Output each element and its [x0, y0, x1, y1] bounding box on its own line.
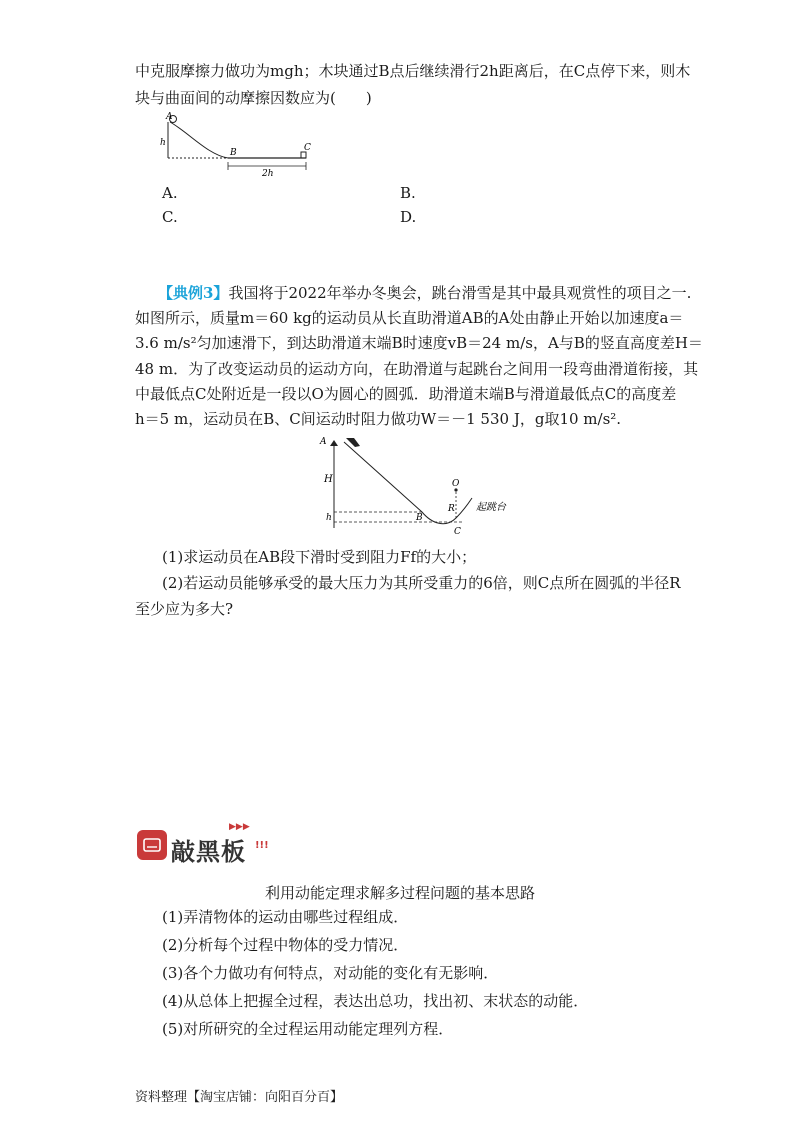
arrows-icon: ▶▶▶ — [229, 822, 250, 832]
example-line-3: 3.6 m/s²匀加速滑下，到达助滑道末端B时速度vB＝24 m/s，A与B的竖直高度差H＝ — [135, 334, 703, 352]
badge-title: 敲黑板 — [171, 838, 246, 866]
summary-step: (3)各个力做功有何特点，对动能的变化有无影响． — [162, 964, 499, 982]
label-c: C — [304, 143, 311, 153]
ski-jump-figure — [314, 432, 514, 538]
example-line-2: 如图所示，质量m＝60 kg的运动员从长直助滑道AB的A处由静止开始以加速度a＝ — [135, 309, 684, 327]
question-1: (1)求运动员在AB段下滑时受到阻力Ff的大小； — [162, 548, 477, 566]
label-c: C — [454, 527, 461, 537]
badge-exclamations: !!! — [255, 840, 269, 851]
option-d[interactable]: D. — [400, 208, 417, 226]
option-a[interactable]: A. — [162, 184, 178, 202]
label-a: A — [166, 112, 173, 122]
knock-blackboard-badge — [137, 822, 269, 866]
summary-title: 利用动能定理求解多过程问题的基本思路 — [264, 884, 535, 902]
problem-text-line: 块与曲面间的动摩擦因数应为( ) — [135, 89, 372, 107]
summary-step: (5)对所研究的全过程运用动能定理列方程． — [162, 1020, 454, 1038]
example-line-5: 中最低点C处附近是一段以O为圆心的圆弧．助滑道末端B与滑道最低点C的高度差 — [135, 385, 677, 403]
label-r: R — [448, 504, 455, 514]
question-2-line-2: 至少应为多大? — [135, 600, 234, 618]
label-h-big: H — [324, 474, 333, 485]
label-o: O — [452, 479, 460, 489]
question-2-line-1: (2)若运动员能够承受的最大压力为其所受重力的6倍，则C点所在圆弧的半径R — [162, 574, 681, 592]
summary-step: (4)从总体上把握全过程，表达出总功，找出初、末状态的动能． — [162, 992, 589, 1010]
label-a: A — [320, 437, 327, 447]
option-c[interactable]: C. — [162, 208, 178, 226]
label-b: B — [230, 148, 237, 158]
problem-text-line: 中克服摩擦力做功为mgh；木块通过B点后继续滑行2h距离后，在C点停下来，则木 — [135, 62, 691, 80]
example-line-1: 【典例3】我国将于2022年举办冬奥会，跳台滑雪是其中最具观赏性的项目之一. — [158, 284, 692, 302]
option-b[interactable]: B. — [400, 184, 416, 202]
label-b: B — [416, 513, 423, 523]
footer-source: 资料整理【淘宝店铺：向阳百分百】 — [135, 1090, 344, 1105]
blackboard-icon — [137, 830, 167, 860]
label-h: h — [160, 138, 166, 148]
example-line-6: h＝5 m，运动员在B、C间运动时阻力做功W＝－1 530 J，g取10 m/s². — [135, 410, 622, 428]
label-platform: 起跳台 — [476, 502, 506, 513]
example-tag: 【典例3】 — [158, 284, 229, 302]
example-line-4: 48 m．为了改变运动员的运动方向，在助滑道与起跳台之间用一段弯曲滑道衔接，其 — [135, 360, 699, 378]
label-h-small: h — [326, 513, 332, 523]
summary-step: (1)弄清物体的运动由哪些过程组成． — [162, 908, 409, 926]
summary-step: (2)分析每个过程中物体的受力情况． — [162, 936, 409, 954]
label-2h: 2h — [262, 169, 274, 178]
slope-figure — [158, 110, 318, 178]
